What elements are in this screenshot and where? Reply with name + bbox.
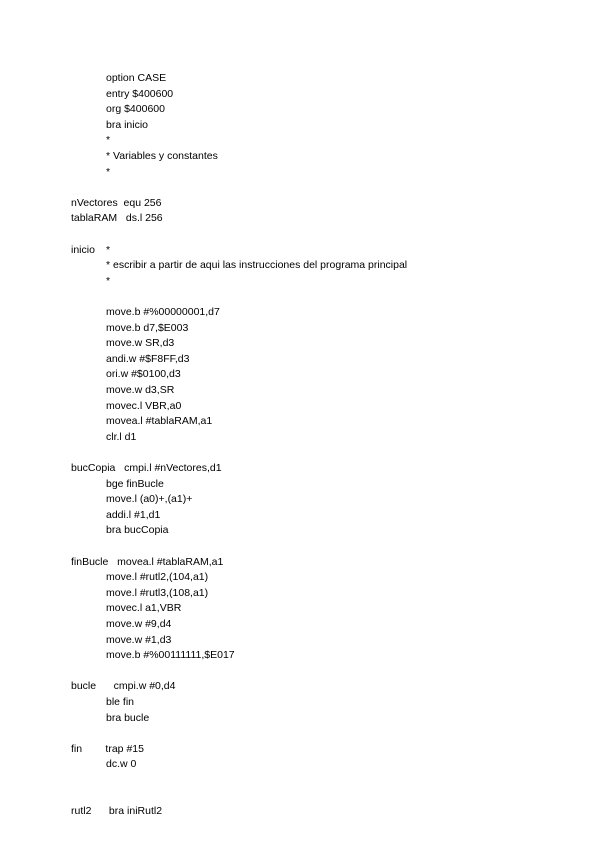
code-label: fin trap #15 — [71, 742, 144, 755]
code-line — [0, 86, 600, 102]
code-line — [0, 507, 600, 523]
code-label: bucCopia cmpi.l #nVectores,d1 — [71, 462, 222, 474]
code-line — [0, 694, 600, 710]
code-line — [0, 226, 600, 242]
code-line — [0, 600, 600, 616]
code-line — [0, 663, 600, 679]
code-instruction: movec.l VBR,a0 — [106, 399, 182, 412]
code-instruction: move.l #rutl3,(108,a1) — [106, 586, 209, 599]
code-instruction: move.b d7,$E003 — [106, 321, 189, 334]
code-line — [0, 413, 600, 429]
code-line — [0, 538, 600, 554]
code-line — [0, 678, 600, 694]
code-line — [0, 710, 600, 726]
code-line — [0, 164, 600, 180]
code-line — [0, 304, 600, 320]
code-line — [0, 585, 600, 601]
code-line — [0, 195, 600, 211]
code-instruction: move.b #%00111111,$E017 — [106, 649, 235, 662]
code-line — [0, 569, 600, 585]
code-instruction: addi.l #1,d1 — [106, 508, 161, 521]
code-instruction: ori.w #$0100,d3 — [106, 368, 181, 381]
code-line — [0, 522, 600, 538]
code-line — [0, 772, 600, 788]
code-line — [0, 210, 600, 226]
code-label: bucle cmpi.w #0,d4 — [71, 680, 176, 693]
code-line — [0, 616, 600, 632]
code-instruction: bra bucCopia — [106, 524, 169, 537]
code-line — [0, 803, 600, 819]
code-line — [0, 725, 600, 741]
code-line — [0, 179, 600, 195]
code-instruction: * escribir a partir de aqui las instrucciones del programa principal — [106, 259, 408, 272]
code-line — [0, 756, 600, 772]
code-instruction: move.l (a0)+,(a1)+ — [106, 493, 193, 506]
code-instruction: move.w #9,d4 — [106, 618, 172, 630]
code-line — [0, 70, 600, 86]
code-line — [0, 242, 600, 258]
code-line — [0, 398, 600, 414]
code-instruction: movea.l #tablaRAM,a1 — [106, 415, 213, 428]
code-instruction: move.w #1,d3 — [106, 633, 172, 646]
code-line — [0, 117, 600, 133]
code-line — [0, 491, 600, 507]
code-line — [0, 647, 600, 663]
code-line — [0, 429, 600, 445]
code-line — [0, 476, 600, 492]
code-instruction: move.w SR,d3 — [106, 337, 175, 350]
code-line — [0, 788, 600, 804]
code-line — [0, 257, 600, 273]
code-instruction: org $400600 — [106, 103, 165, 116]
code-line — [0, 320, 600, 336]
code-line — [0, 460, 600, 476]
code-label: tablaRAM ds.l 256 — [71, 212, 163, 225]
code-label: rutl2 bra iniRutl2 — [71, 805, 163, 818]
code-line — [0, 273, 600, 289]
code-line — [0, 444, 600, 460]
code-label: finBucle movea.l #tablaRAM,a1 — [71, 555, 224, 568]
code-instruction: move.w d3,SR — [106, 384, 175, 396]
code-line — [0, 382, 600, 398]
code-line — [0, 366, 600, 382]
code-line — [0, 148, 600, 164]
code-instruction: bra inicio — [106, 118, 149, 131]
code-line — [0, 335, 600, 351]
code-instruction: andi.w #$F8FF,d3 — [106, 352, 190, 365]
code-instruction: bge finBucle — [106, 477, 164, 490]
code-instruction: * — [106, 134, 111, 147]
code-line — [0, 351, 600, 367]
code-instruction: movec.l a1,VBR — [106, 602, 182, 615]
code-label: inicio — [71, 243, 95, 256]
code-instruction: * — [106, 274, 111, 287]
code-line — [0, 632, 600, 648]
code-instruction: ble fin — [106, 696, 135, 708]
code-instruction: bra bucle — [106, 711, 150, 724]
code-line — [0, 554, 600, 570]
code-line — [0, 741, 600, 757]
code-instruction: move.b #%00000001,d7 — [106, 306, 220, 318]
code-instruction: * — [106, 165, 111, 178]
code-instruction: entry $400600 — [106, 87, 174, 100]
code-instruction: clr.l d1 — [106, 430, 137, 443]
code-instruction: move.l #rutl2,(104,a1) — [106, 571, 209, 584]
code-instruction: option CASE — [106, 72, 167, 84]
code-instruction: dc.w 0 — [106, 758, 137, 771]
code-line — [0, 288, 600, 304]
code-label: nVectores equ 256 — [71, 196, 162, 209]
code-line — [0, 132, 600, 148]
code-instruction: * — [106, 243, 111, 256]
code-instruction: * Variables y constantes — [106, 150, 218, 162]
code-line — [0, 101, 600, 117]
